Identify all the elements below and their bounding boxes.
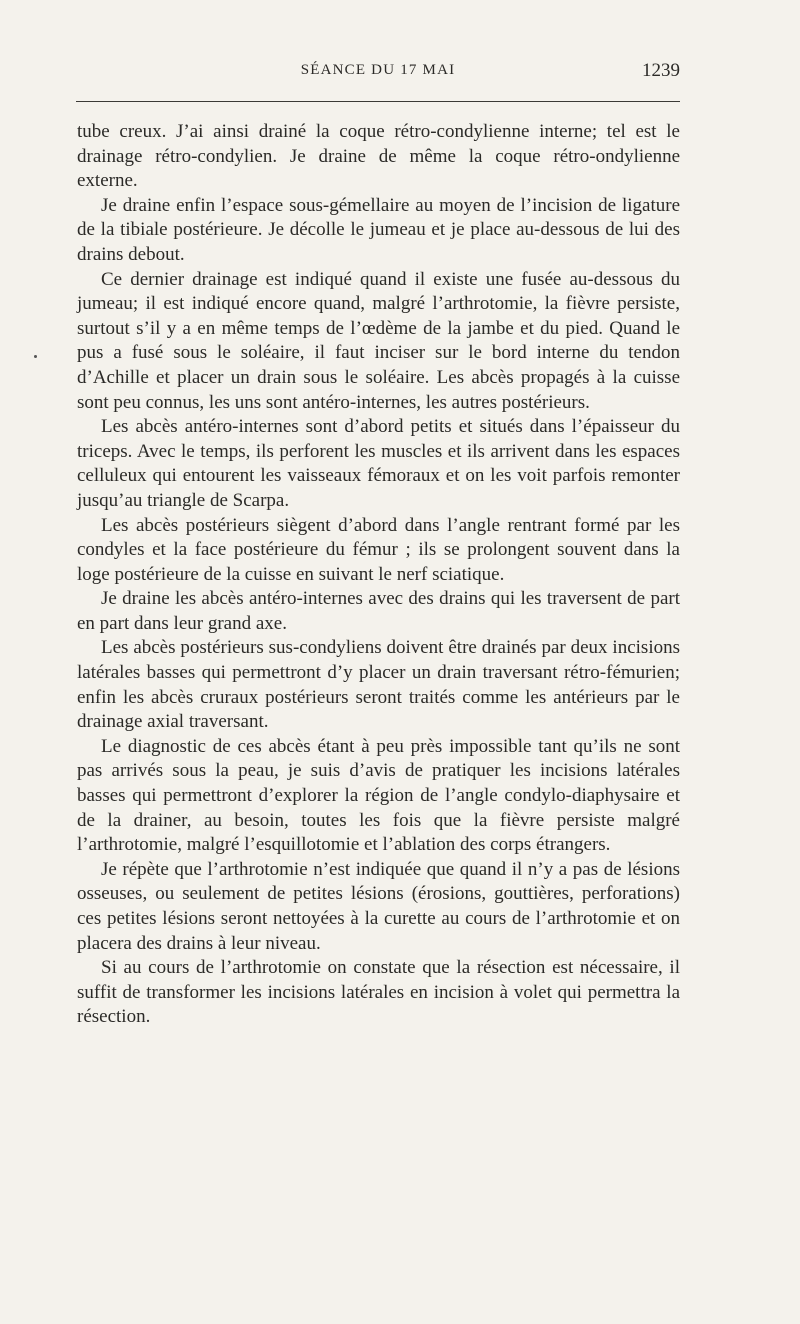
paragraph-4: Les abcès antéro-internes sont d’abord petits et situés dans l’épaisseur du triceps. Avec le temps, ils perforent les muscles et ils arrivent dans les espaces celluleux qui entourent les vaisseaux fémoraux et on les voit parfois remonter jusqu’au triangle de Scarpa. (77, 416, 680, 511)
paragraph-5: Les abcès postérieurs siègent d’abord dans l’angle rentrant formé par les condyles et la face postérieure du fémur ; ils se prolongent souvent dans la loge postérieure de la cuisse en suivant le nerf sciatique. (77, 514, 680, 585)
running-head (76, 62, 680, 88)
paragraph-2: Je draine enfin l’espace sous-gémellaire au moyen de l’incision de ligature de la tibiale postérieure. Je décolle le jumeau et je place au-dessous de lui des drains debout. (77, 194, 680, 265)
paragraph-6: Je draine les abcès antéro-internes avec des drains qui les traversent de part en part dans leur grand axe. (77, 588, 680, 634)
margin-mark (34, 355, 37, 358)
paragraph-10: Si au cours de l’arthrotomie on constate que la résection est nécessaire, il suffit de transformer les incisions latérales en incision à volet qui permettra la résection. (77, 957, 680, 1028)
body-text (77, 120, 680, 1030)
paragraph-3: Ce dernier drainage est indiqué quand il existe une fusée au-dessous du jumeau; il est indiqué encore quand, malgré l’arthrotomie, la fièvre persiste, surtout s’il y a en même temps de l’œdème de la jambe et du pied. Quand le pus a fusé sous le soléaire, il faut inciser sur le bord interne du tendon d’Achille et placer un drain sous le soléaire. Les abcès propagés à la cuisse sont peu connus, les uns sont antéro-internes, les autres postérieurs. (77, 268, 680, 413)
running-title: SÉANCE DU 17 MAI (300, 62, 456, 78)
paragraph-1: tube creux. J’ai ainsi drainé la coque rétro-condylienne interne; tel est le drainage rétro-condylien. Je draine de même la coque rétro-ondylienne externe. (77, 121, 680, 192)
paragraph-9: Je répète que l’arthrotomie n’est indiquée que quand il n’y a pas de lésions osseuses, ou seulement de petites lésions (érosions, gouttières, perforations) ces petites lésions seront nettoyées à la curette au cours de l’arthrotomie et on placera des drains à leur niveau. (77, 858, 680, 954)
header-rule (76, 101, 680, 102)
paragraph-7: Les abcès postérieurs sus-condyliens doivent être drainés par deux incisions latérales basses qui permettront d’y placer un drain traversant rétro-fémurien; enfin les abcès cruraux postérieurs seront traités comme les antérieurs par le drainage axial traversant. (77, 637, 680, 733)
paragraph-8: Le diagnostic de ces abcès étant à peu près impossible tant qu’ils ne sont pas arrivés sous la peau, je suis d’avis de pratiquer les incisions latérales basses qui permettront d’explorer la région de l’angle condylo-diaphysaire et de la drainer, au besoin, toutes les fois que la fièvre persiste malgré l’arthrotomie, malgré l’esquillotomie et l’ablation des corps étrangers. (77, 735, 680, 856)
page-number: 1239 (642, 60, 680, 81)
